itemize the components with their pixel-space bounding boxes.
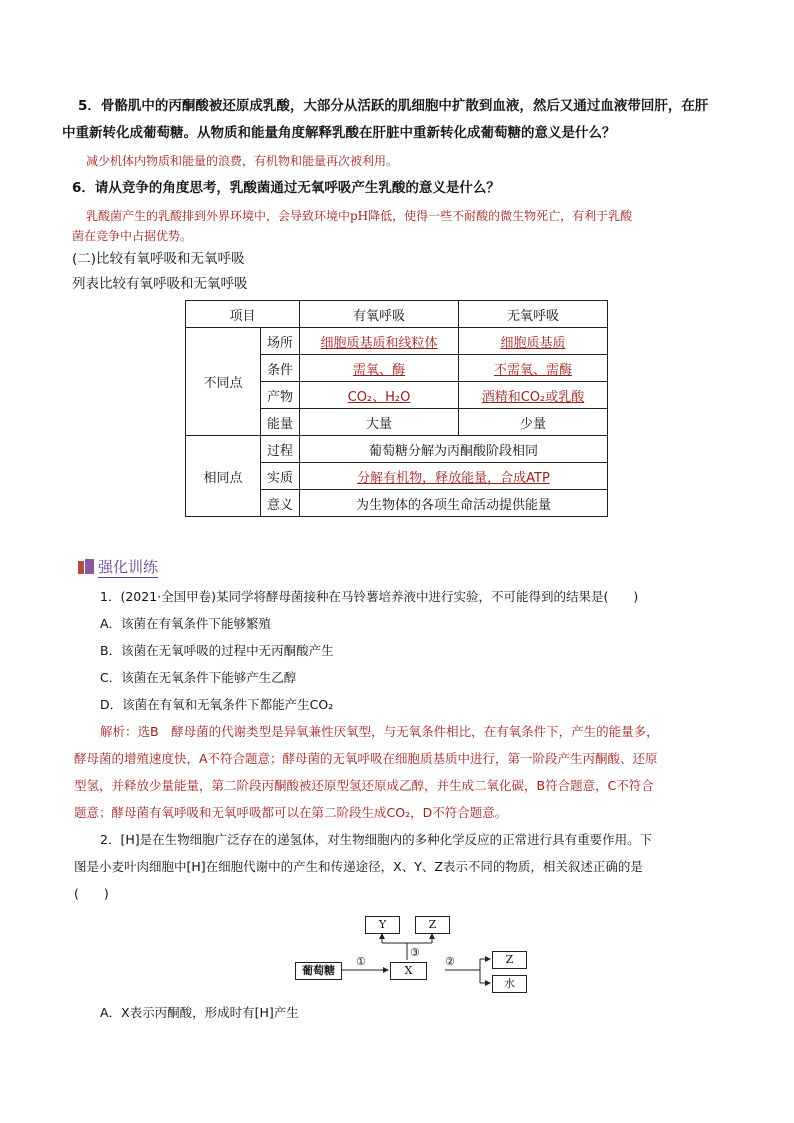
row-label: 产物 (261, 382, 300, 409)
q6-question: 6．请从竞争的角度思考，乳酸菌通过无氧呼吸产生乳酸的意义是什么？ (72, 180, 500, 196)
q2-stem-line2: 图是小麦叶肉细胞中[H]在细胞代谢中的产生和传递途径，X、Y、Z表示不同的物质，相关叙述正确的是 (74, 859, 643, 874)
anaerobic-cell: 不需氧、需酶 (459, 355, 608, 382)
aerobic-cell: 需氧、酶 (300, 355, 459, 382)
step2-label: ② (445, 955, 455, 968)
q1-explanation-line1: 解析：选B 酵母菌的代谢类型是异氧兼性厌氧型，与无氧条件相比，在有氧条件下，产生的能量多， (100, 724, 659, 739)
q2-stem-line3: ( ) (74, 886, 109, 901)
x-box: X (390, 962, 427, 980)
row-label: 场所 (261, 328, 300, 355)
glucose-box: 葡萄糖 (295, 962, 342, 980)
anaerobic-cell: 少量 (459, 409, 608, 436)
metabolism-diagram (290, 910, 530, 1000)
q5-text-line2: 中重新转化成葡萄糖。从物质和能量角度解释乳酸在肝脏中重新转化成葡萄糖的意义是什么？ (62, 125, 616, 141)
q2-option-a: A．X表示丙酮酸，形成时有[H]产生 (100, 1005, 299, 1020)
same-group-label: 相同点 (186, 436, 261, 517)
row-label: 意义 (261, 490, 300, 517)
q1-explanation-line4: 题意；酵母菌有氧呼吸和无氧呼吸都可以在第二阶段生成CO₂，D不符合题意。 (74, 805, 508, 820)
anaerobic-cell: 细胞质基质 (459, 328, 608, 355)
q6-answer-line2: 菌在竞争中占据优势。 (72, 229, 193, 243)
section-heading: (二)比较有氧呼吸和无氧呼吸 (72, 251, 245, 267)
q1-option-b: B．该菌在无氧呼吸的过程中无丙酮酸产生 (100, 643, 334, 658)
z-right-box: Z (492, 951, 527, 969)
step1-label: ① (356, 955, 366, 968)
table-row (186, 328, 608, 355)
row-label: 过程 (261, 436, 300, 463)
aerobic-cell: CO₂、H₂O (300, 382, 459, 409)
shared-cell: 为生物体的各项生命活动提供能量 (300, 490, 608, 517)
book-icon (78, 559, 94, 575)
q1-explanation-line2: 酵母菌的增殖速度快，A不符合题意；酵母菌的无氧呼吸在细胞质基质中进行，第一阶段产生丙酮酸、还原 (74, 751, 658, 766)
q1-option-c: C．该菌在无氧条件下能够产生乙醇 (100, 670, 297, 685)
header-item: 项目 (186, 301, 300, 328)
row-label: 能量 (261, 409, 300, 436)
water-box: 水 (492, 975, 527, 993)
row-label: 实质 (261, 463, 300, 490)
q1-option-a: A．该菌在有氧条件下能够繁殖 (100, 616, 272, 631)
aerobic-cell: 细胞质基质和线粒体 (300, 328, 459, 355)
y-box: Y (365, 916, 400, 934)
shared-cell: 分解有机物，释放能量，合成ATP (300, 463, 608, 490)
q5-answer: 减少机体内物质和能量的浪费，有机物和能量再次被利用。 (86, 154, 399, 168)
q1-explanation-line3: 型氢，并释放少量能量，第二阶段丙酮酸被还原型氢还原成乙醇，并生成二氧化碳，B符合题意，C不符合 (74, 778, 654, 793)
diff-group-label: 不同点 (186, 328, 261, 436)
table-row (186, 436, 608, 463)
section-intro: 列表比较有氧呼吸和无氧呼吸 (72, 276, 248, 292)
header-aerobic: 有氧呼吸 (300, 301, 459, 328)
aerobic-cell: 大量 (300, 409, 459, 436)
table-header-row (186, 301, 608, 328)
q1-option-d: D．该菌在有氧和无氧条件下都能产生CO₂ (100, 697, 334, 712)
header-anaerobic: 无氧呼吸 (459, 301, 608, 328)
row-label: 条件 (261, 355, 300, 382)
shared-cell: 葡萄糖分解为丙酮酸阶段相同 (300, 436, 608, 463)
q5-text-line1: 5．骨骼肌中的丙酮酸被还原成乳酸，大部分从活跃的肌细胞中扩散到血液，然后又通过血液带回肝，在肝 (78, 98, 709, 114)
q1-stem: 1．(2021·全国甲卷)某同学将酵母菌接种在马铃薯培养液中进行实验，不可能得到的结果是( ) (100, 589, 639, 604)
q6-answer-line1: 乳酸菌产生的乳酸排到外界环境中，会导致环境中pH降低，使得一些不耐酸的微生物死亡，有利于乳酸 (86, 209, 633, 223)
comparison-table (185, 300, 608, 517)
z-top-box: Z (415, 916, 450, 934)
training-section-header (78, 555, 158, 579)
q2-stem-line1: 2．[H]是在生物细胞广泛存在的递氢体，对生物细胞内的多种化学反应的正常进行具有重要作用。下 (100, 832, 653, 847)
anaerobic-cell: 酒精和CO₂或乳酸 (459, 382, 608, 409)
training-title: 强化训练 (98, 558, 159, 576)
step3-label: ③ (410, 946, 420, 959)
